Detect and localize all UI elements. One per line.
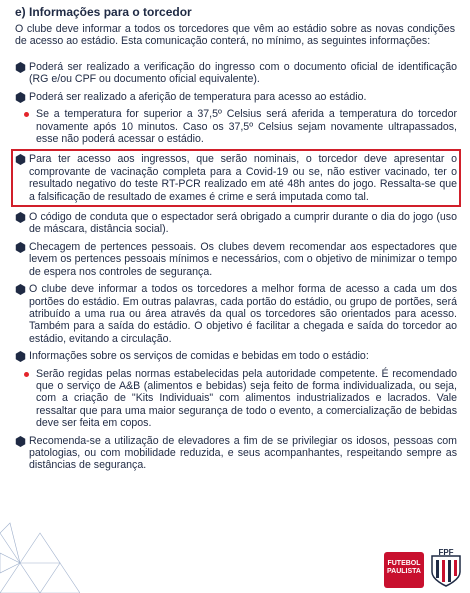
list-item-text: Recomenda-se a utilização de elevadores a fim de se privilegiar os idosos, pessoas com patologias, ou com mobilidade reduzida, e seus acompanhantes, respeitando sempre as distâncias de segurança. bbox=[29, 434, 457, 472]
hexagon-bullet-icon bbox=[15, 212, 26, 223]
dot-bullet-icon bbox=[24, 112, 29, 117]
list-item-text: Poderá ser realizado a aferição de temperatura para acesso ao estádio. bbox=[29, 90, 367, 103]
info-list bbox=[15, 61, 457, 477]
dot-bullet-icon bbox=[24, 372, 29, 377]
list-item bbox=[15, 283, 457, 345]
hexagon-bullet-icon bbox=[15, 62, 26, 73]
intro-paragraph: O clube deve informar a todos os torcedores que vêm ao estádio sobre as novas condições de acesso ao estádio. Esta comunicação conterá, no mínimo, as seguintes informações: bbox=[15, 23, 455, 48]
hexagon-bullet-icon bbox=[15, 284, 26, 295]
hexagon-bullet-icon bbox=[15, 351, 26, 362]
fpf-logo-text: FPF bbox=[438, 548, 454, 557]
hexagon-bullet-icon bbox=[15, 242, 26, 253]
hexagon-bullet-icon bbox=[15, 436, 26, 447]
sub-item-text: Se a temperatura for superior a 37,5º Celsius será aferida a temperatura do torcedor novamente após 10 minutos. Caso os 37,5º Celsius sejam novamente ultrapassados, esse não poderá acessar o estádio. bbox=[36, 108, 457, 146]
list-item-text: Informações sobre os serviços de comidas e bebidas em todo o estádio: bbox=[29, 350, 369, 363]
list-item bbox=[15, 435, 457, 472]
futebol-paulista-logo-text: FUTEBOL PAULISTA bbox=[387, 560, 421, 575]
list-item-text: Poderá ser realizado a verificação do ingresso com o documento oficial de identificação (RG e/ou CPF ou documento oficial equivalente). bbox=[29, 61, 457, 86]
sub-list-item bbox=[15, 108, 457, 145]
list-item bbox=[15, 241, 457, 278]
hexagon-bullet-icon bbox=[15, 92, 26, 103]
list-item-text: Para ter acesso aos ingressos, que serão nominais, o torcedor deve apresentar o comprovante de vacinação completa para a Covid-19 ou se, não estiver vacinado, ter o resultado negativo do teste RT-PCR realizado em até 48h antes do jogo. Ressalta-se que a falsificação de resultado de exames é crime e será imputada como tal. bbox=[29, 153, 457, 203]
list-item-text: Checagem de pertences pessoais. Os clubes devem recomendar aos espectadores que levem os pertences pessoais mínimos e necessários, com o objetivo de minimizar o tempo de espera nos controles de segurança. bbox=[29, 240, 457, 278]
section-heading: e) Informações para o torcedor bbox=[15, 5, 192, 19]
futebol-paulista-logo bbox=[384, 552, 424, 588]
fpf-shield-logo bbox=[430, 548, 462, 588]
list-item-text: O clube deve informar a todos os torcedores a melhor forma de acesso a cada um dos portões do estádio. Em outras palavras, cada portão do estádio, ou grupo de portões, será atribuído a uma rua ou área através da qual os torcedores são orientados para acesso. Também para a saída do estádio. O objetivo é facilitar a chegada e saída do torcedor ao estádio, evitando a circulação. bbox=[29, 283, 457, 345]
list-item bbox=[15, 211, 457, 236]
list-item-text: O código de conduta que o espectador será obrigado a cumprir durante o dia do jogo (uso de máscara, distância social). bbox=[29, 211, 457, 236]
decorative-triangles-icon bbox=[0, 513, 80, 593]
list-item bbox=[15, 61, 457, 86]
hexagon-bullet-icon bbox=[15, 154, 26, 165]
sub-item-text: Serão regidas pelas normas estabelecidas pela autoridade competente. É recomendado que o serviço de A&B (alimentos e bebidas) seja feito de forma individualizada, ou seja, com a criação de "Kits Individuais" com alimentos industrializados e lacrados. Vale ressaltar que para uma maior segurança de todo o evento, a comercialização de bebidas deve ser feita em copos. bbox=[36, 367, 457, 430]
sub-list-item bbox=[15, 368, 457, 430]
list-item bbox=[15, 350, 457, 362]
list-item bbox=[15, 91, 457, 103]
highlighted-list-item bbox=[15, 153, 457, 203]
